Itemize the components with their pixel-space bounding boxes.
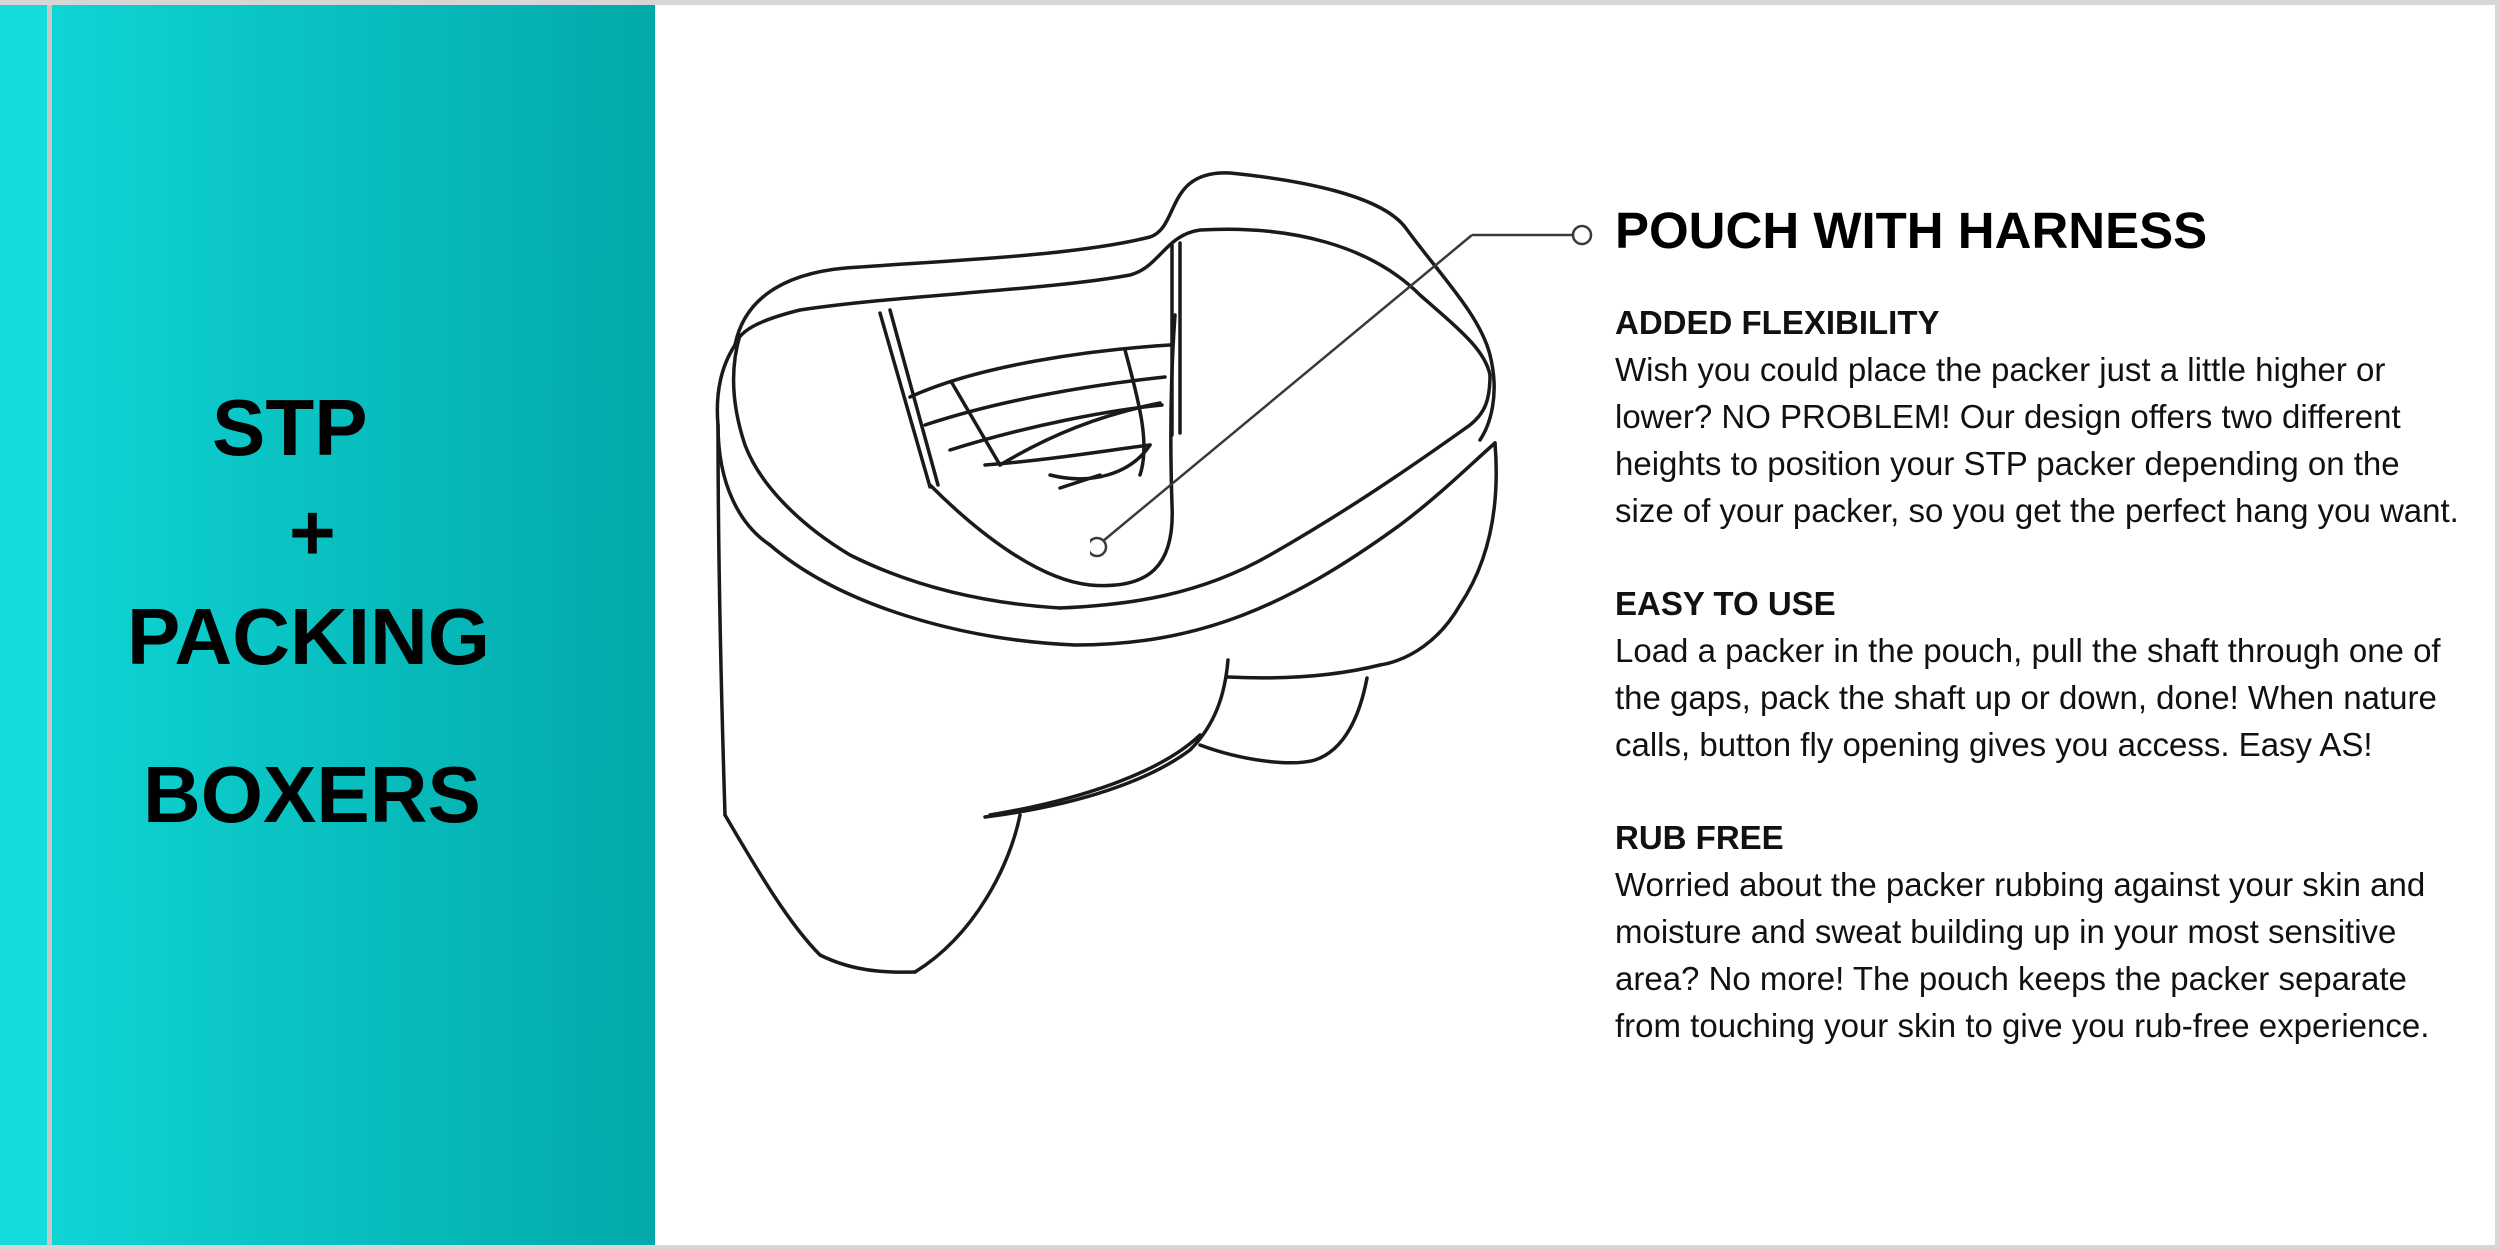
feature-added-flexibility — [1615, 299, 2465, 534]
callout-leader-line — [1090, 205, 1610, 575]
headline-panel — [52, 5, 655, 1245]
feature-rub-free — [1615, 814, 2465, 1049]
feature-description: Wish you could place the packer just a little higher or lower? NO PROBLEM! Our design offers two different heights to position your STP packer depending on the size of your packer, so you get the perfect hang you want. — [1615, 351, 2459, 530]
feature-content — [1615, 203, 2465, 1095]
feature-heading: EASY TO USE — [1615, 585, 1836, 623]
feature-easy-to-use — [1615, 580, 2465, 768]
headline-line-plus: + — [289, 488, 336, 577]
feature-description: Load a packer in the pouch, pull the shaft through one of the gaps, pack the shaft up or down, done! When nature calls, button fly opening gives you access. Easy AS! — [1615, 632, 2441, 764]
feature-heading: RUB FREE — [1615, 819, 1784, 857]
feature-heading: ADDED FLEXIBILITY — [1615, 304, 1940, 342]
headline-line-boxers: BOXERS — [143, 750, 481, 839]
feature-description: Worried about the packer rubbing against your skin and moisture and sweat building up in your most sensitive area? No more! The pouch keeps the packer separate from touching your skin to give you rub-free experience. — [1615, 866, 2430, 1045]
page-title: POUCH WITH HARNESS — [1615, 202, 2208, 259]
headline-line-packing: PACKING — [127, 592, 490, 681]
headline-line-stp: STP — [212, 383, 368, 472]
accent-strip — [0, 5, 47, 1245]
